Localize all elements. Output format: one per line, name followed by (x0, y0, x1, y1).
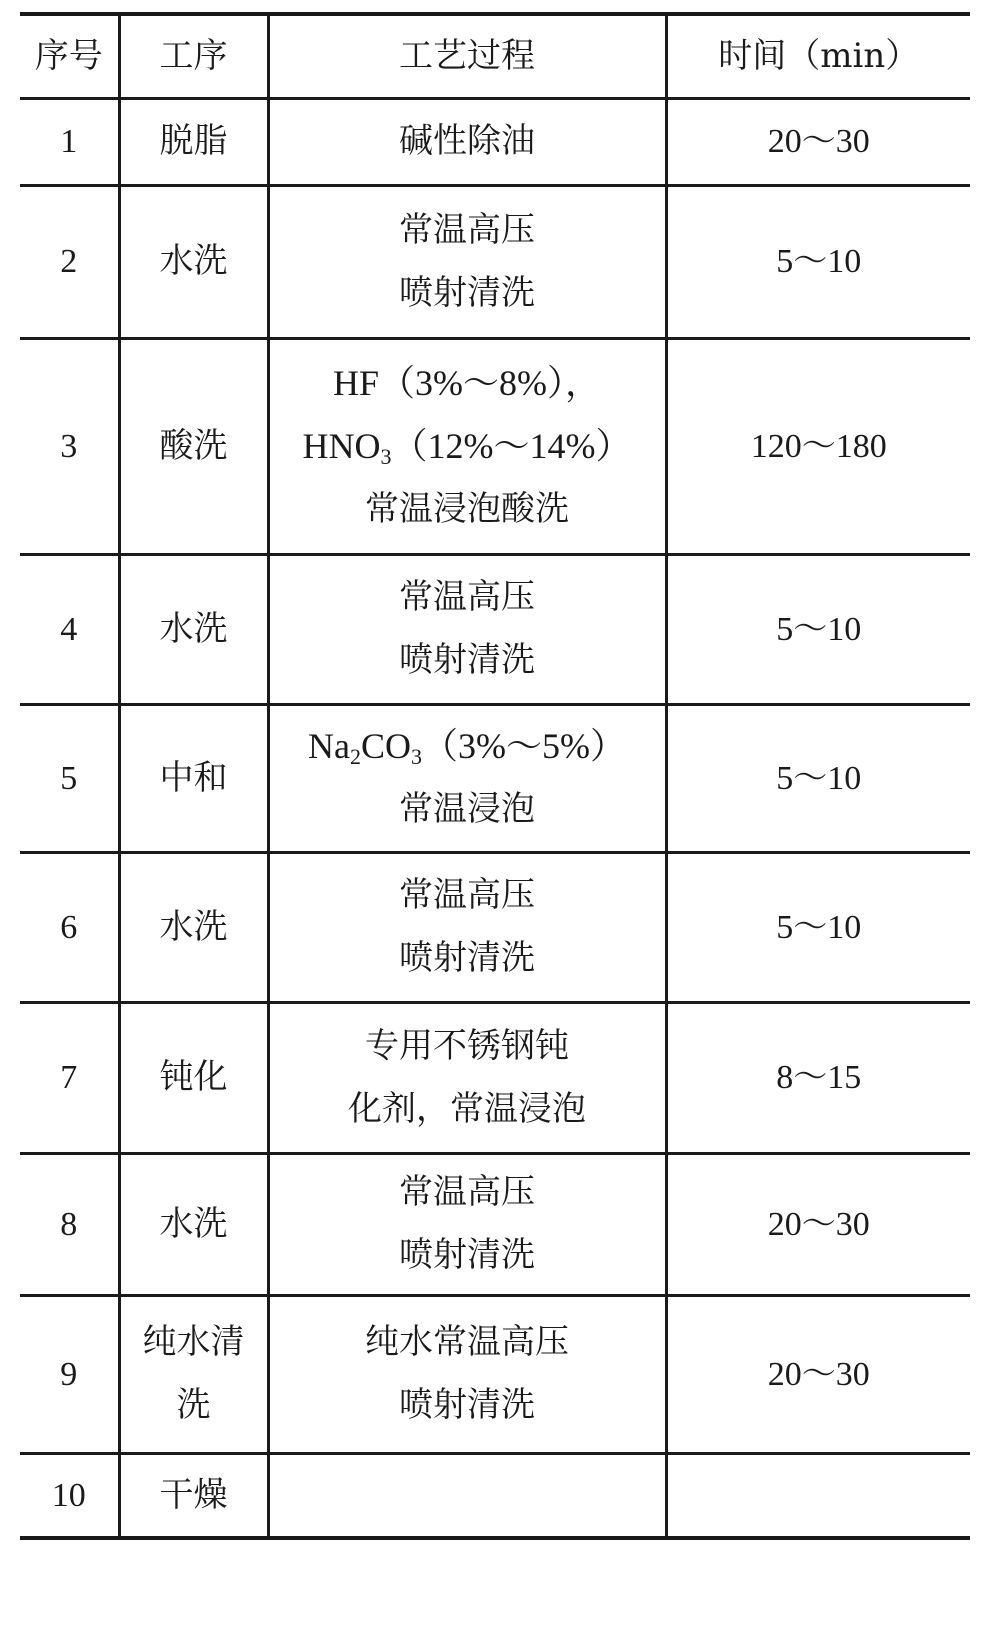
header-no: 序号 (20, 14, 119, 98)
table-row (20, 1002, 970, 1153)
row-no: 3 (20, 338, 119, 554)
row-time (666, 1453, 970, 1538)
row-process: 纯水常温高压 喷射清洗 (268, 1295, 666, 1453)
row-time: 5～10 (666, 185, 970, 338)
row-no: 4 (20, 554, 119, 704)
table-row (20, 1295, 970, 1453)
header-row (20, 14, 970, 98)
row-step: 干燥 (119, 1453, 268, 1538)
row-step: 水洗 (119, 1153, 268, 1295)
table-row (20, 704, 970, 852)
row-no: 8 (20, 1153, 119, 1295)
row-no: 2 (20, 185, 119, 338)
row-no: 10 (20, 1453, 119, 1538)
row-step: 中和 (119, 704, 268, 852)
row-process: HF（3%～8%）， $HNO_3(12\%\sim 14\%)$ 常温浸泡酸洗 (268, 338, 666, 554)
table-row (20, 185, 970, 338)
row-process: 常温高压 喷射清洗 (268, 554, 666, 704)
row-time: 20～30 (666, 1153, 970, 1295)
table-row (20, 554, 970, 704)
row-time: 120～180 (666, 338, 970, 554)
row-process (268, 1453, 666, 1538)
header-process: 工艺过程 (268, 14, 666, 98)
header-time: 时间（min） (666, 14, 970, 98)
row-process: $Na_2CO_3(3\%\sim 5\%)$ 常温浸泡 (268, 704, 666, 852)
row-no: 5 (20, 704, 119, 852)
row-time: 5～10 (666, 704, 970, 852)
table-row (20, 338, 970, 554)
row-step: 纯水清 洗 (119, 1295, 268, 1453)
row-time: 20～30 (666, 1295, 970, 1453)
row-no: 7 (20, 1002, 119, 1153)
row-step: 酸洗 (119, 338, 268, 554)
table-row (20, 1453, 970, 1538)
table-row (20, 98, 970, 185)
row-no: 9 (20, 1295, 119, 1453)
row-time: 5～10 (666, 554, 970, 704)
table-row (20, 1153, 970, 1295)
row-step: 水洗 (119, 852, 268, 1002)
row-time: 8～15 (666, 1002, 970, 1153)
row-step: 水洗 (119, 554, 268, 704)
row-step: 脱脂 (119, 98, 268, 185)
row-process: 常温高压 喷射清洗 (268, 185, 666, 338)
row-time: 5～10 (666, 852, 970, 1002)
row-step: 钝化 (119, 1002, 268, 1153)
process-table (20, 12, 970, 1540)
row-process: 专用不锈钢钝 化剂，常温浸泡 (268, 1002, 666, 1153)
row-no: 6 (20, 852, 119, 1002)
row-process: 碱性除油 (268, 98, 666, 185)
row-process: 常温高压 喷射清洗 (268, 1153, 666, 1295)
header-step: 工序 (119, 14, 268, 98)
row-no: 1 (20, 98, 119, 185)
table-row (20, 852, 970, 1002)
row-time: 20～30 (666, 98, 970, 185)
row-process: 常温高压 喷射清洗 (268, 852, 666, 1002)
row-step: 水洗 (119, 185, 268, 338)
